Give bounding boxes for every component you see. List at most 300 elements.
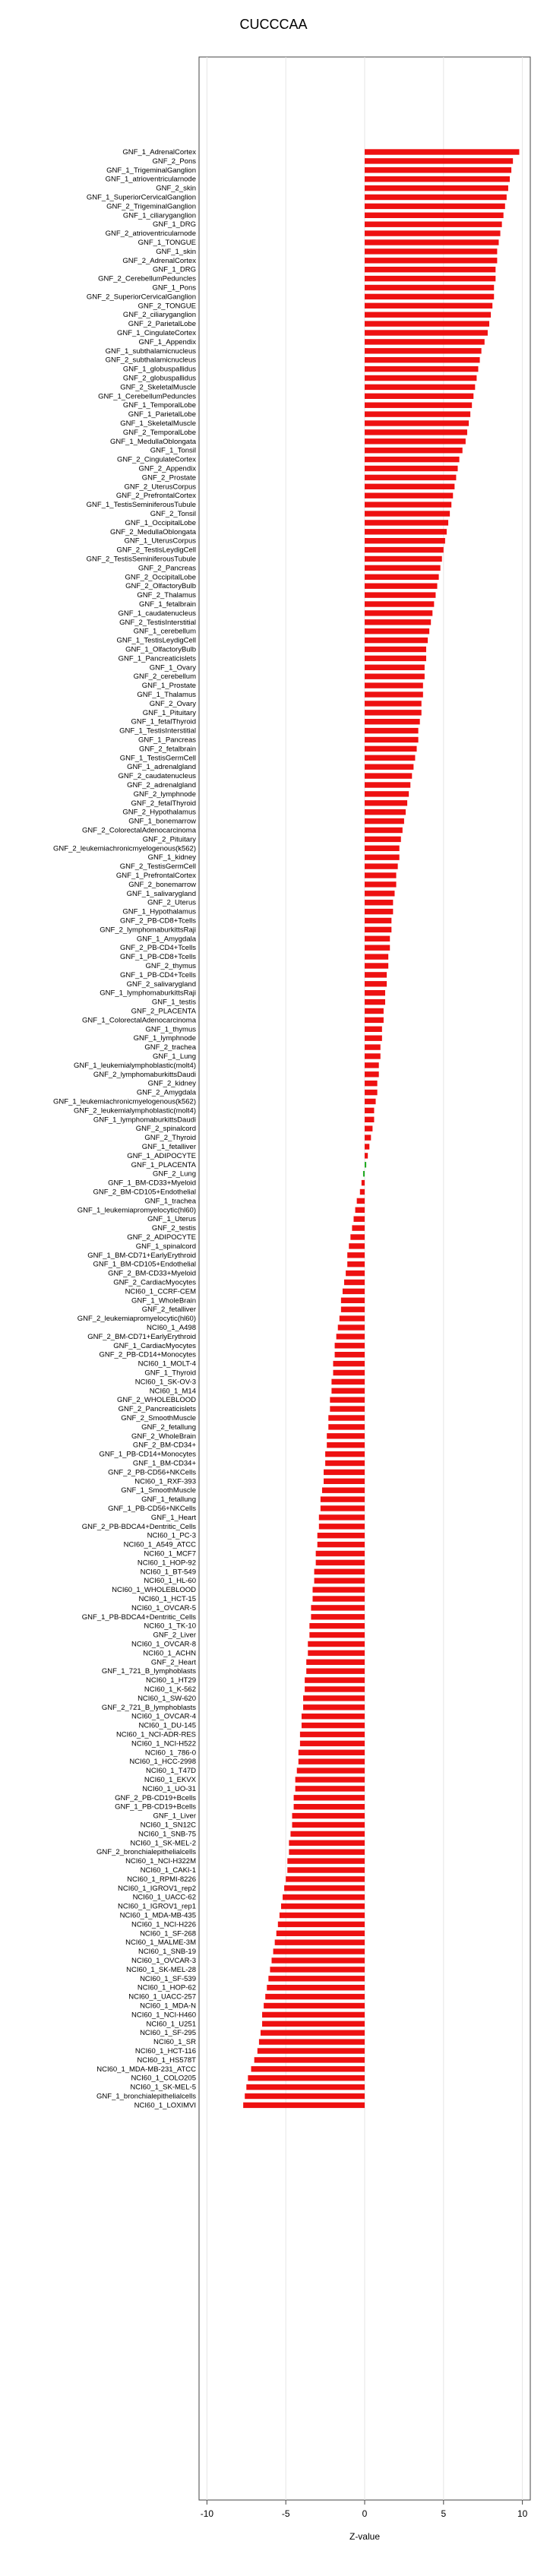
bar (365, 176, 510, 182)
bar (316, 1560, 365, 1565)
bar (357, 1198, 365, 1204)
bar (365, 204, 505, 209)
category-label: GNF_1_bonemarrow (128, 817, 196, 826)
category-label: NCI60_1_UACC-62 (132, 1893, 196, 1902)
bar (365, 837, 401, 842)
category-label: GNF_2_TrigeminalGanglion (106, 202, 196, 211)
bar (365, 248, 497, 254)
category-label: NCI60_1_COLO205 (131, 2074, 196, 2083)
bar (365, 909, 393, 914)
category-label: NCI60_1_SF-268 (140, 1929, 196, 1938)
bar (365, 682, 423, 688)
category-label: GNF_1_fetalbrain (139, 600, 196, 609)
category-label: GNF_1_bronchialepithelialcells (96, 2092, 196, 2101)
category-label: NCI60_1_RPMI-8226 (127, 1875, 196, 1884)
bar (331, 1388, 365, 1394)
category-label: NCI60_1_HCT-116 (134, 2047, 196, 2055)
bar (315, 1578, 365, 1584)
bar (365, 484, 454, 489)
category-label: GNF_1_Hypothalamus (122, 907, 196, 916)
category-label: GNF_1_CerebellumPeduncles (98, 392, 196, 401)
category-label: GNF_2_lymphomaburkittsDaudi (93, 1070, 196, 1079)
category-label: GNF_1_TestisSeminiferousTubule (86, 501, 196, 510)
category-label: GNF_1_Liver (153, 1812, 196, 1821)
bar (302, 1723, 365, 1728)
category-label: GNF_1_lymphomaburkittsDaudi (93, 1116, 196, 1125)
bar (325, 1451, 365, 1457)
category-label: GNF_1_TONGUE (138, 239, 196, 247)
bar (328, 1424, 365, 1429)
category-label: NCI60_1_LOXIMVI (134, 2101, 196, 2110)
category-label: GNF_2_Pons (152, 157, 196, 166)
category-label: GNF_1_Pancreaticislets (118, 654, 196, 663)
bar (281, 1904, 365, 1909)
category-label: NCI60_1_IGROV1_rep1 (118, 1902, 196, 1911)
category-label: GNF_1_fetallung (141, 1495, 196, 1505)
bar (309, 1623, 365, 1628)
bar (330, 1406, 365, 1411)
category-label: GNF_2_PB-CD4+Tcells (119, 944, 196, 953)
category-label: GNF_1_fetalThyroid (131, 717, 196, 726)
bar (365, 213, 504, 218)
bar (365, 881, 397, 887)
x-tick-label: -10 (200, 2508, 214, 2519)
category-label: GNF_1_leukemialymphoblastic(molt4) (73, 1061, 196, 1070)
category-label: GNF_1_Heart (150, 1513, 196, 1522)
bar (365, 855, 400, 860)
category-label: GNF_2_leukemialymphoblastic(molt4) (73, 1106, 196, 1116)
category-label: GNF_2_cerebellum (133, 672, 196, 682)
bar (335, 1343, 365, 1348)
category-label: NCI60_1_HCC-2998 (129, 1758, 196, 1767)
bar (365, 710, 422, 715)
bar (319, 1524, 365, 1529)
category-label: NCI60_1_SR (153, 2038, 196, 2047)
bar (328, 1415, 365, 1420)
bar (365, 167, 511, 172)
category-label: GNF_1_trachea (144, 1197, 196, 1206)
category-label: NCI60_1_U251 (146, 2020, 196, 2029)
category-label: GNF_2_leukemiapromyelocytic(hl60) (77, 1315, 196, 1324)
category-label: GNF_2_spinalcord (135, 1125, 196, 1134)
x-axis-label: Z-value (349, 2531, 381, 2542)
category-label: GNF_1_AdrenalCortex (122, 148, 196, 157)
bar (325, 1460, 365, 1466)
bar (365, 339, 485, 344)
bar (365, 1036, 382, 1041)
category-label: GNF_2_WHOLEBLOOD (117, 1396, 196, 1405)
category-label: GNF_2_skin (156, 184, 196, 193)
category-label: GNF_2_fetallung (141, 1422, 196, 1432)
category-label: GNF_1_PrefrontalCortex (115, 872, 196, 880)
category-label: GNF_2_SkeletalMuscle (120, 383, 196, 392)
bar (365, 330, 488, 335)
category-label: GNF_2_trachea (144, 1043, 196, 1052)
bar (341, 1298, 365, 1303)
bar (327, 1442, 365, 1448)
category-label: GNF_1_Amygdala (136, 935, 196, 944)
category-label: GNF_1_BM-CD33+Myeloid (108, 1179, 196, 1188)
bar (365, 276, 495, 281)
category-label: NCI60_1_HL-60 (144, 1577, 196, 1586)
category-label: GNF_2_Liver (153, 1631, 196, 1640)
bar (294, 1804, 365, 1809)
bar (365, 584, 438, 589)
category-label: GNF_1_leukemiachronicmyelogenous(k562) (53, 1097, 196, 1106)
bar (365, 764, 413, 770)
bar (365, 1053, 381, 1059)
bar (365, 538, 445, 543)
bar (349, 1243, 365, 1248)
category-label: GNF_1_TestisInterstitial (119, 726, 196, 736)
bar (261, 2030, 365, 2036)
bar (365, 954, 388, 959)
bar (365, 312, 491, 318)
category-label: GNF_2_fetalbrain (139, 745, 196, 754)
category-label: NCI60_1_MOLT-4 (138, 1359, 196, 1369)
category-label: GNF_2_Thalamus (137, 591, 196, 600)
category-label: GNF_1_TestisLeydigCell (116, 636, 196, 645)
category-label: NCI60_1_MDA-MB-435 (119, 1911, 196, 1920)
bar (365, 357, 480, 362)
category-label: GNF_2_ColorectalAdenocarcinoma (82, 826, 196, 835)
category-label: GNF_2_OccipitalLobe (125, 573, 196, 582)
category-label: GNF_2_TestisSeminiferousTubule (86, 555, 196, 564)
bar (267, 1985, 365, 1990)
bar (365, 475, 456, 480)
category-label: GNF_1_OlfactoryBulb (125, 645, 196, 654)
bar (322, 1488, 365, 1493)
bar (331, 1379, 365, 1385)
category-label: GNF_2_BM-CD33+Myeloid (108, 1269, 196, 1278)
category-label: GNF_1_PB-CD56+NKCells (108, 1505, 196, 1513)
bar (330, 1397, 365, 1403)
category-label: GNF_1_MedullaOblongata (109, 437, 196, 446)
category-label: GNF_1_BM-CD105+Endothelial (93, 1260, 196, 1269)
category-label: NCI60_1_HT29 (145, 1676, 196, 1685)
category-label: GNF_2_subthalamicnucleus (105, 356, 196, 365)
category-label: GNF_1_PB-CD19+Bcells (115, 1802, 196, 1812)
bar (245, 2093, 365, 2099)
category-label: GNF_1_salivarygland (126, 889, 196, 898)
bar (333, 1370, 365, 1375)
category-label: NCI60_1_SK-OV-3 (134, 1378, 196, 1387)
bar (365, 791, 409, 796)
category-label: NCI60_1_CAKI-1 (140, 1866, 196, 1875)
bar (365, 990, 385, 995)
bar (306, 1669, 365, 1674)
bar (365, 872, 397, 878)
bar (365, 701, 422, 706)
bar (365, 1162, 366, 1167)
category-label: GNF_1_ColorectalAdenocarcinoma (82, 1016, 196, 1025)
bar (305, 1677, 365, 1682)
category-label: GNF_1_thymus (145, 1025, 196, 1034)
category-label: GNF_1_Pituitary (142, 708, 196, 717)
category-label: NCI60_1_BT-549 (140, 1568, 196, 1577)
category-label: GNF_2_ParietalLobe (128, 320, 196, 329)
bar (303, 1695, 365, 1701)
bar (365, 348, 482, 353)
bar (353, 1217, 365, 1222)
bar (365, 547, 444, 552)
category-label: NCI60_1_WHOLEBLOOD (112, 1586, 196, 1595)
bar (275, 1940, 365, 1945)
bar (365, 493, 453, 498)
bar (311, 1614, 365, 1619)
bar (265, 1994, 365, 1999)
category-label: GNF_1_ParietalLobe (128, 410, 196, 419)
bar (292, 1813, 365, 1818)
category-label: NCI60_1_NCI-H226 (131, 1920, 196, 1929)
bar (312, 1596, 365, 1601)
bar (262, 2012, 365, 2017)
category-label: GNF_1_subthalamicnucleus (105, 347, 196, 356)
category-label: GNF_1_spinalcord (135, 1242, 196, 1251)
category-label: GNF_2_721_B_lymphoblasts (101, 1703, 196, 1712)
bar (365, 394, 473, 399)
bar (365, 158, 513, 163)
category-label: NCI60_1_A498 (147, 1324, 196, 1332)
bar (365, 195, 507, 200)
category-label: GNF_1_Appendix (138, 337, 196, 347)
category-label: NCI60_1_SK-MEL-28 (126, 1965, 196, 1974)
bar (337, 1334, 365, 1339)
category-label: GNF_2_BM-CD105+Endothelial (93, 1188, 196, 1197)
category-label: GNF_1_skin (156, 247, 196, 256)
bar (365, 755, 415, 761)
category-label: NCI60_1_TK-10 (144, 1622, 196, 1631)
bar (365, 321, 489, 326)
bar (365, 457, 460, 462)
bar (296, 1786, 365, 1791)
category-label: NCI60_1_MDA-MB-231_ATCC (96, 2065, 196, 2074)
category-label: GNF_1_TestisGermCell (119, 754, 196, 763)
bar (321, 1505, 365, 1511)
category-label: NCI60_1_HS578T (137, 2055, 196, 2065)
bar (365, 1044, 381, 1049)
bar (365, 936, 390, 941)
bar (360, 1189, 365, 1195)
bar (365, 1071, 379, 1077)
bar (308, 1650, 365, 1656)
category-label: NCI60_1_NCI-H522 (131, 1739, 196, 1748)
category-label: NCI60_1_K-562 (144, 1685, 196, 1694)
bar (365, 737, 419, 742)
bar (365, 267, 495, 272)
category-label: GNF_2_Amygdala (136, 1088, 196, 1097)
bar (365, 1027, 382, 1032)
bar (350, 1234, 365, 1239)
category-label: GNF_1_PB-CD14+Monocytes (99, 1450, 196, 1459)
bar (365, 746, 417, 752)
bar (299, 1759, 365, 1764)
category-label: NCI60_1_SW-620 (138, 1694, 196, 1703)
category-label: NCI60_1_IGROV1_rep2 (118, 1884, 196, 1893)
bar (365, 366, 478, 372)
bar (335, 1352, 365, 1357)
bar (296, 1777, 365, 1782)
bar (365, 1144, 369, 1149)
bar (365, 945, 390, 951)
category-label: GNF_2_adrenalgland (127, 781, 196, 790)
bar (365, 972, 387, 977)
category-label: GNF_2_fetalliver (141, 1305, 196, 1315)
category-label: GNF_2_PB-CD8+Tcells (119, 916, 196, 926)
category-label: GNF_1_atrioventricularnode (105, 175, 196, 184)
category-label: GNF_2_Pituitary (142, 835, 196, 844)
category-label: GNF_2_ADIPOCYTE (127, 1233, 196, 1242)
bar (365, 403, 472, 408)
bar (365, 502, 451, 507)
bar (289, 1840, 365, 1846)
bar (280, 1913, 365, 1918)
category-label: NCI60_1_CCRF-CEM (125, 1287, 196, 1296)
bar (318, 1542, 365, 1547)
bar (277, 1931, 365, 1936)
bar (286, 1876, 365, 1881)
bar (365, 809, 406, 815)
bar (319, 1514, 365, 1520)
bar (365, 628, 429, 634)
category-label: GNF_2_Lung (152, 1169, 196, 1179)
bar (365, 619, 431, 625)
bar (309, 1632, 365, 1638)
category-label: GNF_1_Ovary (149, 663, 196, 672)
category-label: NCI60_1_OVCAR-3 (131, 1957, 196, 1965)
bar (316, 1551, 365, 1556)
category-label: GNF_1_PB-CD4+Tcells (119, 970, 196, 979)
category-label: GNF_1_globuspallidus (122, 365, 196, 374)
category-label: GNF_1_721_B_lymphoblasts (101, 1667, 196, 1676)
category-label: GNF_2_PB-CD14+Monocytes (99, 1350, 196, 1359)
category-label: GNF_1_kidney (147, 853, 196, 862)
bar (365, 818, 404, 824)
category-label: NCI60_1_SNB-19 (138, 1948, 196, 1957)
category-label: GNF_2_lymphomaburkittsRaji (100, 926, 196, 935)
bar (278, 1922, 365, 1927)
category-label: GNF_1_DRG (152, 265, 196, 274)
category-label: GNF_2_TestisGermCell (119, 862, 196, 872)
bar (268, 1976, 365, 1981)
bar (365, 773, 412, 778)
x-tick-label: 5 (441, 2508, 447, 2519)
bar (340, 1315, 365, 1321)
category-label: GNF_2_Tonsil (150, 510, 196, 518)
category-label: GNF_2_Thyroid (144, 1134, 196, 1143)
bar (365, 691, 423, 697)
bar (311, 1605, 365, 1610)
category-label: NCI60_1_SF-295 (140, 2029, 196, 2038)
bar (243, 2103, 365, 2108)
bar (365, 1108, 374, 1113)
category-label: NCI60_1_786-0 (144, 1748, 196, 1758)
category-label: GNF_2_TONGUE (138, 302, 196, 311)
bar (346, 1271, 365, 1276)
category-label: GNF_2_Heart (150, 1658, 196, 1667)
bar (248, 2075, 365, 2081)
category-label: NCI60_1_NCI-H460 (131, 2011, 196, 2020)
bar (365, 448, 463, 453)
category-label: GNF_1_ADIPOCYTE (127, 1151, 196, 1160)
category-label: GNF_1_Prostate (141, 682, 196, 691)
category-label: GNF_1_SuperiorCervicalGanglion (86, 193, 196, 202)
bar (321, 1496, 365, 1502)
bar (344, 1280, 365, 1285)
bar (365, 529, 447, 534)
category-label: GNF_1_SmoothMuscle (121, 1486, 196, 1495)
bar (324, 1470, 365, 1475)
bar (365, 294, 494, 299)
category-label: GNF_1_lymphomaburkittsRaji (100, 989, 196, 998)
category-label: GNF_1_UterusCorpus (124, 536, 196, 546)
bar (338, 1324, 365, 1330)
category-label: GNF_2_TemporalLobe (122, 428, 196, 437)
category-label: GNF_1_testis (151, 998, 196, 1007)
category-label: NCI60_1_HOP-92 (137, 1559, 196, 1568)
bar (365, 438, 466, 444)
category-label: GNF_2_globuspallidus (122, 374, 196, 383)
category-label: GNF_2_bronchialepithelialcells (96, 1848, 196, 1857)
bar (305, 1686, 365, 1691)
category-label: GNF_1_CardiacMyocytes (113, 1341, 196, 1350)
bar (365, 511, 450, 516)
category-label: NCI60_1_OVCAR-8 (131, 1640, 196, 1649)
bar (365, 782, 410, 787)
bar (347, 1252, 365, 1258)
category-label: NCI60_1_RXF-393 (134, 1477, 196, 1486)
bar (365, 375, 476, 381)
bar (246, 2084, 365, 2090)
category-label: GNF_1_Pancreas (138, 736, 196, 745)
bar (365, 520, 448, 525)
category-label: GNF_2_Uterus (147, 898, 196, 907)
category-label: GNF_1_Tonsil (150, 446, 196, 455)
category-label: NCI60_1_PC-3 (147, 1531, 196, 1540)
category-label: NCI60_1_OVCAR-4 (131, 1712, 196, 1721)
category-label: GNF_1_fetalliver (141, 1143, 196, 1151)
category-label: GNF_2_Pancreas (138, 564, 196, 573)
bar (262, 2021, 365, 2027)
bar (333, 1361, 365, 1366)
bar (352, 1225, 365, 1230)
bar (365, 638, 428, 643)
category-label: GNF_2_ciliaryganglion (122, 311, 196, 320)
bar (287, 1858, 365, 1863)
category-label: NCI60_1_HOP-62 (137, 1983, 196, 1992)
category-label: GNF_2_CingulateCortex (116, 455, 196, 464)
bar (274, 1948, 365, 1954)
bar (341, 1307, 365, 1312)
category-label: GNF_2_leukemiachronicmyelogenous(k562) (53, 844, 196, 853)
category-label: GNF_2_BM-CD34+ (132, 1441, 196, 1450)
category-label: NCI60_1_SF-539 (140, 1974, 196, 1983)
category-label: GNF_1_BM-CD34+ (132, 1459, 196, 1468)
bar (365, 981, 387, 986)
category-label: NCI60_1_A549_ATCC (123, 1540, 196, 1549)
category-label: GNF_2_testis (151, 1224, 196, 1233)
bar (258, 2048, 365, 2053)
bar (315, 1569, 365, 1574)
category-label: GNF_2_PrefrontalCortex (115, 492, 196, 501)
bar (365, 900, 393, 905)
bar (365, 1117, 374, 1122)
bar (299, 1750, 365, 1755)
bar (365, 918, 391, 923)
category-label: GNF_1_WholeBrain (131, 1296, 196, 1305)
category-label: GNF_1_PB-BDCA4+Dentritic_Cells (81, 1612, 196, 1622)
category-label: GNF_2_UterusCorpus (124, 483, 196, 492)
